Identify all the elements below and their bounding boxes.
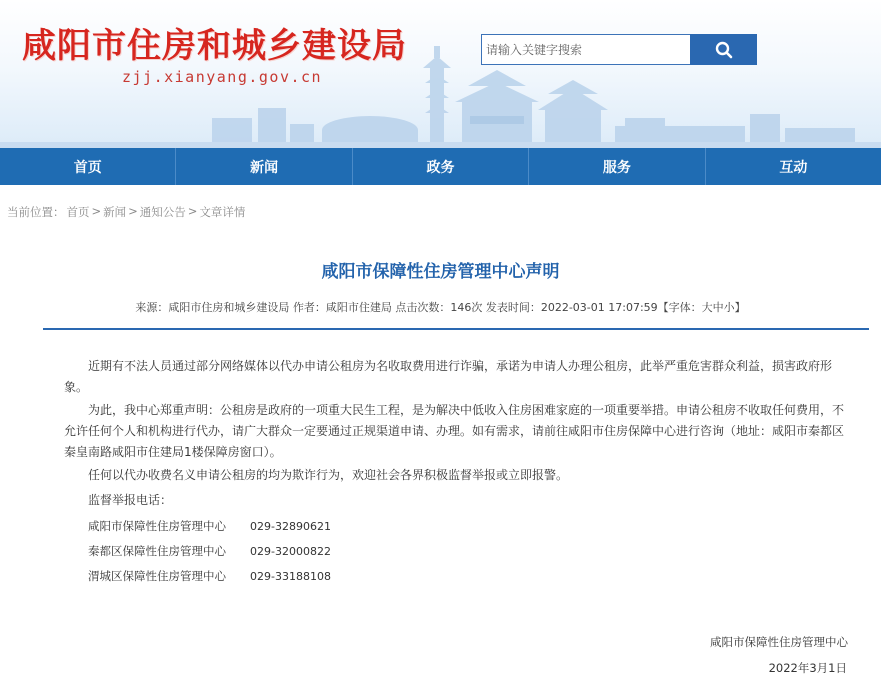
breadcrumb-separator: > bbox=[128, 204, 138, 218]
nav-item-interaction[interactable]: 互动 bbox=[779, 159, 808, 176]
contact-heading: 监督举报电话： bbox=[88, 493, 173, 507]
site-url: zjj.xianyang.gov.cn bbox=[122, 68, 323, 86]
breadcrumb bbox=[7, 204, 245, 220]
article-title: 咸阳市保障性住房管理中心声明 bbox=[321, 262, 560, 282]
meta-author: 咸阳市住建局 bbox=[325, 301, 392, 314]
meta-author-label: 作者： bbox=[292, 301, 326, 314]
site-title[interactable]: 咸阳市住房和城乡建设局 bbox=[22, 26, 407, 66]
nav-item-news[interactable]: 新闻 bbox=[250, 159, 279, 176]
title-divider bbox=[43, 328, 869, 330]
contact-name: 秦都区保障性住房管理中心 bbox=[88, 544, 226, 558]
contact-row bbox=[88, 539, 854, 564]
meta-views-label: 点击次数： bbox=[395, 301, 451, 314]
breadcrumb-news-link[interactable]: 新闻 bbox=[103, 205, 127, 219]
article-body bbox=[64, 356, 854, 589]
search-bar bbox=[481, 34, 757, 65]
font-size-suffix: 】 bbox=[734, 301, 746, 314]
meta-time: 2022-03-01 17:07:59 bbox=[540, 301, 658, 314]
meta-source: 咸阳市住房和城乡建设局 bbox=[168, 301, 290, 314]
site-header bbox=[0, 0, 881, 148]
search-button[interactable] bbox=[690, 34, 757, 65]
contact-list bbox=[64, 514, 854, 589]
meta-time-label: 发表时间： bbox=[485, 301, 541, 314]
signature-organization: 咸阳市保障性住房管理中心 bbox=[710, 635, 848, 649]
search-icon bbox=[715, 41, 733, 59]
contact-phone: 029-32890621 bbox=[250, 520, 331, 533]
article-paragraph: 任何以代办收费名义申请公租房的均为欺诈行为，欢迎社会各界积极监督举报或立即报警。 bbox=[88, 468, 569, 482]
breadcrumb-notices-link[interactable]: 通知公告 bbox=[139, 205, 186, 219]
breadcrumb-separator: > bbox=[187, 204, 198, 218]
meta-source-label: 来源： bbox=[135, 301, 169, 314]
meta-views: 146次 bbox=[450, 301, 483, 314]
breadcrumb-home-link[interactable]: 首页 bbox=[66, 205, 90, 219]
breadcrumb-prefix: 当前位置： bbox=[7, 205, 65, 219]
contact-name: 咸阳市保障性住房管理中心 bbox=[88, 519, 226, 533]
contact-row bbox=[88, 514, 854, 539]
article-paragraph: 近期有不法人员通过部分网络媒体以代办申请公租房为名收取费用进行诈骗，承诺为申请人办理公租房，此举严重危害群众利益，损害政府形象。 bbox=[64, 359, 833, 394]
signature-date: 2022年3月1日 bbox=[768, 661, 847, 675]
contact-name: 渭城区保障性住房管理中心 bbox=[88, 569, 226, 583]
search-input[interactable] bbox=[481, 34, 690, 65]
font-size-medium-link[interactable]: 中 bbox=[712, 301, 724, 314]
main-nav bbox=[0, 148, 881, 185]
breadcrumb-separator: > bbox=[91, 204, 102, 218]
article-meta bbox=[0, 299, 881, 315]
contact-phone: 029-32000822 bbox=[250, 545, 331, 558]
font-size-small-link[interactable]: 小 bbox=[723, 301, 735, 314]
nav-item-government-affairs[interactable]: 政务 bbox=[426, 159, 455, 176]
font-size-large-link[interactable]: 大 bbox=[701, 301, 713, 314]
nav-item-home[interactable]: 首页 bbox=[73, 159, 102, 176]
font-size-prefix: 【字体： bbox=[657, 301, 702, 314]
contact-phone: 029-33188108 bbox=[250, 570, 331, 583]
breadcrumb-article-link[interactable]: 文章详情 bbox=[199, 205, 246, 219]
contact-row bbox=[88, 564, 854, 589]
article-paragraph: 为此，我中心郑重声明：公租房是政府的一项重大民生工程，是为解决中低收入住房困难家庭的一项重要举措。申请公租房不收取任何费用，不允许任何个人和机构进行代办，请广大群众一定要通过正规渠道申请、办理。如有需求，请前往咸阳市住房保障中心进行咨询（地址：咸阳市秦都区秦皇南路咸阳市住建局1楼保障房窗口）。 bbox=[64, 403, 845, 459]
nav-item-services[interactable]: 服务 bbox=[602, 159, 631, 176]
